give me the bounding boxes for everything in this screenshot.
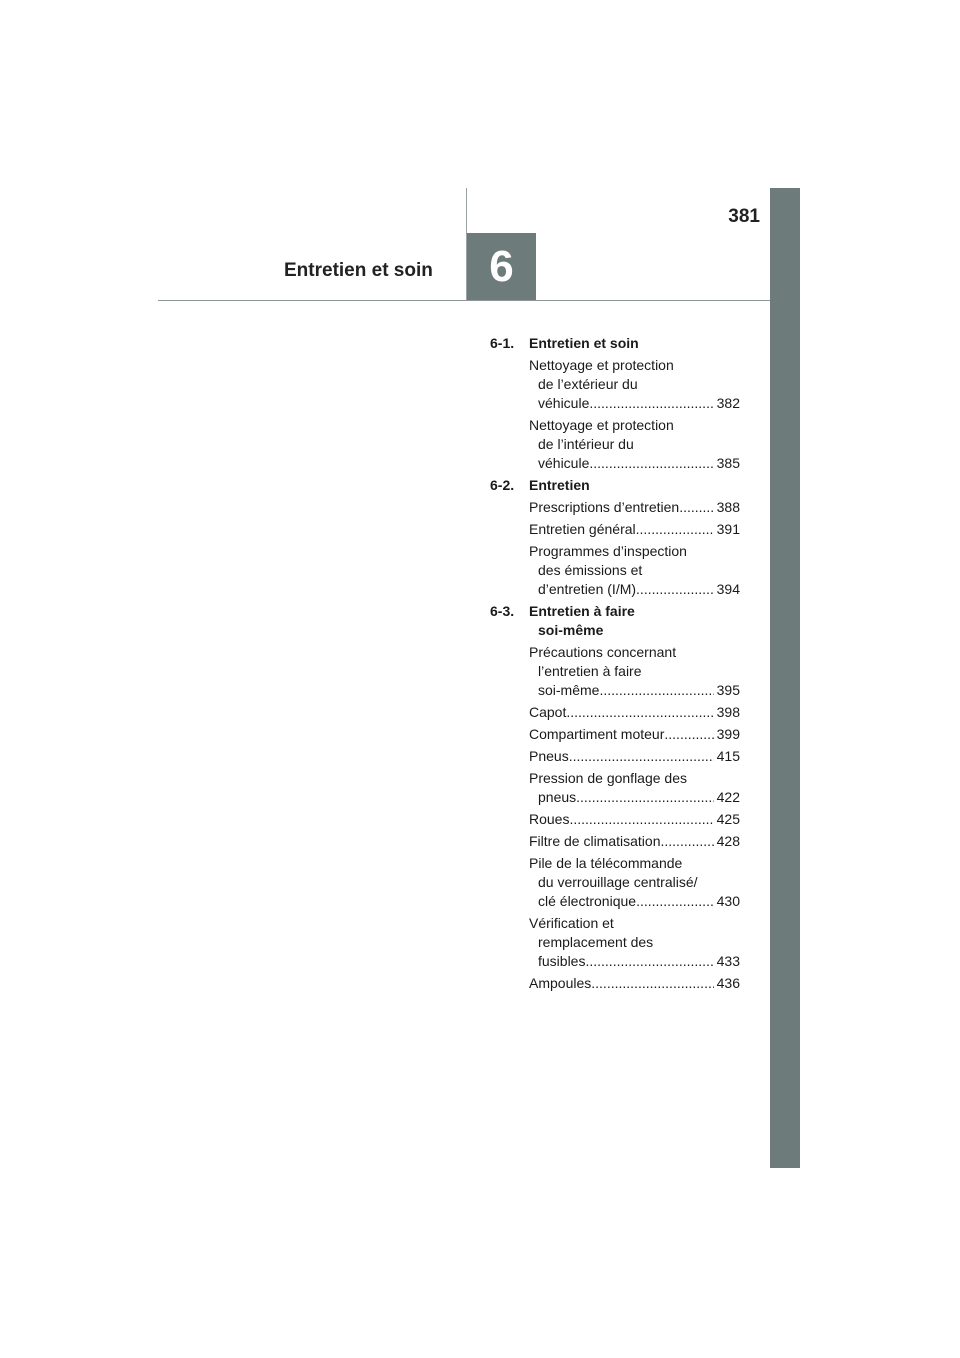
- entry-title-line: Vérification et: [529, 915, 614, 931]
- entry-title-line: Capot: [529, 704, 567, 720]
- entry-leader-row: [529, 703, 740, 722]
- entry-page-number: 394: [716, 581, 740, 597]
- entry-leader-row: [529, 725, 740, 744]
- toc-entry-link[interactable]: [529, 643, 740, 700]
- section-title-line: Entretien: [529, 477, 590, 493]
- toc-entry-link[interactable]: [529, 542, 740, 599]
- section-heading: [490, 334, 740, 353]
- entry-page-number: 428: [716, 833, 740, 849]
- entry-title-line: Pile de la télécommande: [529, 855, 683, 871]
- entry-title-line: Roues: [529, 811, 570, 827]
- entry-title-line: fusibles: [538, 953, 586, 969]
- entry-page-number: 385: [716, 455, 740, 471]
- entry-page-number: 395: [716, 682, 740, 698]
- dot-leader: [569, 810, 713, 829]
- dot-leader: [636, 892, 714, 911]
- entry-title-line: Pression de gonflage des: [529, 770, 687, 786]
- section-title: [529, 476, 740, 495]
- chapter-title: Entretien et soin: [284, 260, 433, 281]
- dot-leader: [599, 681, 713, 700]
- dot-leader: [585, 952, 713, 971]
- header-horizontal-rule: [158, 300, 770, 301]
- entry-leader-row: [529, 952, 740, 971]
- toc-entry-link[interactable]: [529, 747, 740, 766]
- chapter-side-tab: [770, 188, 800, 1168]
- entry-leader-row: [529, 892, 740, 911]
- entry-title-line: Pneus: [529, 748, 569, 764]
- chapter-number-box: [467, 233, 536, 300]
- section-title-line: soi-même: [538, 622, 604, 638]
- toc-section: [490, 334, 740, 473]
- toc-entry-link[interactable]: [529, 416, 740, 473]
- entry-leader-row: [529, 974, 740, 993]
- entry-leader-row: [529, 454, 740, 473]
- section-title-line: Entretien à faire: [529, 603, 635, 619]
- entry-leader-row: [529, 681, 740, 700]
- toc-entry-link[interactable]: [529, 769, 740, 807]
- entry-title-line: d’entretien (I/M): [538, 581, 637, 597]
- entry-title-line: de l’extérieur du: [538, 376, 638, 392]
- entry-leader-row: [529, 394, 740, 413]
- dot-leader: [661, 832, 714, 851]
- entry-title-line: Filtre de climatisation: [529, 833, 661, 849]
- dot-leader: [589, 454, 713, 473]
- entry-title-line: de l’intérieur du: [538, 436, 634, 452]
- entry-page-number: 415: [716, 748, 740, 764]
- entry-leader-row: [529, 832, 740, 851]
- section-title: [529, 334, 740, 353]
- toc-entry-link[interactable]: [529, 914, 740, 971]
- toc-entry-link[interactable]: [529, 725, 740, 744]
- entry-title-line: Précautions concernant: [529, 644, 677, 660]
- dot-leader: [589, 394, 713, 413]
- entry-leader-row: [529, 788, 740, 807]
- entry-page-number: 382: [716, 395, 740, 411]
- toc-entry-link[interactable]: [529, 356, 740, 413]
- entry-page-number: 399: [716, 726, 740, 742]
- toc-entry-link[interactable]: [529, 810, 740, 829]
- dot-leader: [636, 520, 714, 539]
- entry-title-line: Prescriptions d’entretien: [529, 499, 680, 515]
- entry-title-line: véhicule: [538, 455, 590, 471]
- entry-page-number: 422: [716, 789, 740, 805]
- entry-title-line: des émissions et: [538, 562, 643, 578]
- entry-leader-row: [529, 498, 740, 517]
- section-number: 6-1.: [490, 335, 515, 351]
- entry-title-line: Compartiment moteur: [529, 726, 665, 742]
- table-of-contents: [490, 334, 740, 996]
- entry-title-line: Programmes d’inspection: [529, 543, 687, 559]
- section-number: 6-2.: [490, 477, 515, 493]
- section-heading: [490, 476, 740, 495]
- dot-leader: [566, 703, 713, 722]
- page-number: 381: [728, 206, 760, 227]
- toc-section: [490, 476, 740, 599]
- entry-title-line: pneus: [538, 789, 577, 805]
- entry-title-line: clé électronique: [538, 893, 637, 909]
- entry-title-line: Nettoyage et protection: [529, 417, 674, 433]
- entry-leader-row: [529, 810, 740, 829]
- entry-leader-row: [529, 747, 740, 766]
- entry-title-line: soi-même: [538, 682, 600, 698]
- toc-entry-link[interactable]: [529, 703, 740, 722]
- dot-leader: [636, 580, 714, 599]
- toc-section: [490, 602, 740, 993]
- toc-entry-link[interactable]: [529, 974, 740, 993]
- chapter-number: 6: [489, 241, 514, 291]
- entry-page-number: 433: [716, 953, 740, 969]
- toc-entry-link[interactable]: [529, 854, 740, 911]
- toc-entry-link[interactable]: [529, 498, 740, 517]
- entry-leader-row: [529, 580, 740, 599]
- entry-page-number: 436: [716, 975, 740, 991]
- entry-title-line: véhicule: [538, 395, 590, 411]
- section-number: 6-3.: [490, 603, 515, 619]
- entry-title-line: du verrouillage centralisé/: [538, 874, 698, 890]
- toc-entry-link[interactable]: [529, 520, 740, 539]
- entry-title-line: Nettoyage et protection: [529, 357, 674, 373]
- entry-page-number: 425: [716, 811, 740, 827]
- entry-page-number: 391: [716, 521, 740, 537]
- section-heading: [490, 602, 740, 640]
- toc-entry-link[interactable]: [529, 832, 740, 851]
- dot-leader: [679, 498, 713, 517]
- dot-leader: [664, 725, 713, 744]
- section-title: [529, 602, 740, 640]
- entry-title-line: Ampoules: [529, 975, 592, 991]
- entry-title-line: l’entretien à faire: [538, 663, 642, 679]
- entry-title-line: remplacement des: [538, 934, 654, 950]
- entry-page-number: 388: [716, 499, 740, 515]
- entry-page-number: 398: [716, 704, 740, 720]
- entry-leader-row: [529, 520, 740, 539]
- dot-leader: [569, 747, 714, 766]
- entry-page-number: 430: [716, 893, 740, 909]
- dot-leader: [576, 788, 713, 807]
- section-title-line: Entretien et soin: [529, 335, 639, 351]
- dot-leader: [591, 974, 713, 993]
- entry-title-line: Entretien général: [529, 521, 636, 537]
